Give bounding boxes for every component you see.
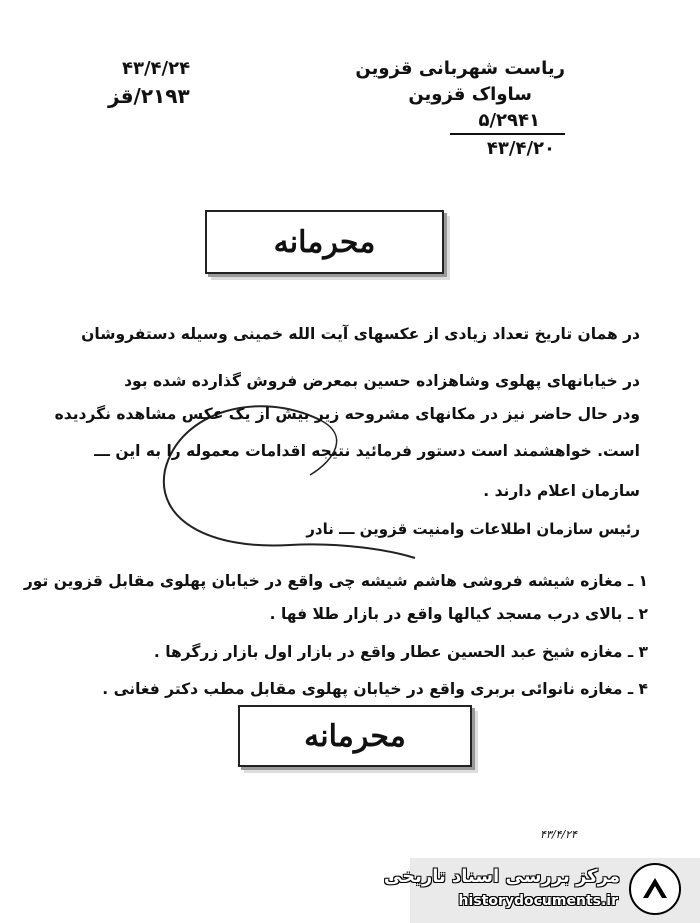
confidential-stamp-bottom	[238, 705, 472, 767]
body-line-2: در خیابانهای پهلوی وشاهزاده حسین بمعرض فروش گذارده شده بود	[124, 372, 640, 390]
list-item-4: ۴ ـ مغازه نانوائی بربری واقع در خیابان پهلوی مقابل مطب دکتر فغانی .	[102, 680, 648, 698]
stamp-bottom-label: محرمانه	[304, 718, 406, 754]
body-line-3: ودر حال حاضر نیز در مکانهای مشروحه زیر بیش از یک عکس مشاهده نگردیده	[54, 405, 640, 423]
body-line-5: سازمان اعلام دارند .	[483, 482, 640, 500]
handwritten-note: ۴۳/۴/۲۴	[540, 828, 577, 841]
confidential-stamp-top	[205, 210, 444, 274]
archive-logo-icon	[628, 862, 682, 916]
org-line-1: ریاست شهربانی قزوین	[355, 58, 565, 79]
archive-url: historydocuments.ir	[458, 893, 618, 909]
body-line-4: است. خواهشمند است دستور فرمائید نتیجه اقدامات معموله را به این ـــ	[94, 442, 640, 460]
header-underline	[450, 133, 565, 135]
date-left: ۴۳/۴/۲۴	[122, 58, 191, 79]
body-line-1: در همان تاریخ تعداد زیادی از عکسهای آیت الله خمینی وسیله دستفروشان	[81, 325, 640, 343]
left-reference: ۲۱۹۳/قز	[108, 84, 190, 108]
list-item-1: ۱ ـ مغازه شیشه فروشی هاشم شیشه چی واقع در خیابان پهلوی مقابل قزوین تور	[23, 572, 648, 590]
list-item-3: ۳ ـ مغازه شیخ عبد الحسین عطار واقع در بازار اول بازار زرگرها .	[153, 643, 648, 661]
archive-center-name: مرکز بررسی اسناد تاریخی	[383, 866, 620, 887]
stamp-label: محرمانه	[273, 224, 376, 260]
reference-number: ۵/۲۹۴۱	[478, 110, 540, 131]
signature-line: رئیس سازمان اطلاعات وامنیت قزوین ـــ نادر	[306, 520, 640, 538]
list-item-2: ۲ ـ بالای درب مسجد کیالها واقع در بازار طلا فها .	[269, 605, 648, 623]
org-line-2: ساواک قزوین	[408, 84, 532, 105]
date-right: ۴۳/۴/۲۰	[486, 138, 555, 159]
